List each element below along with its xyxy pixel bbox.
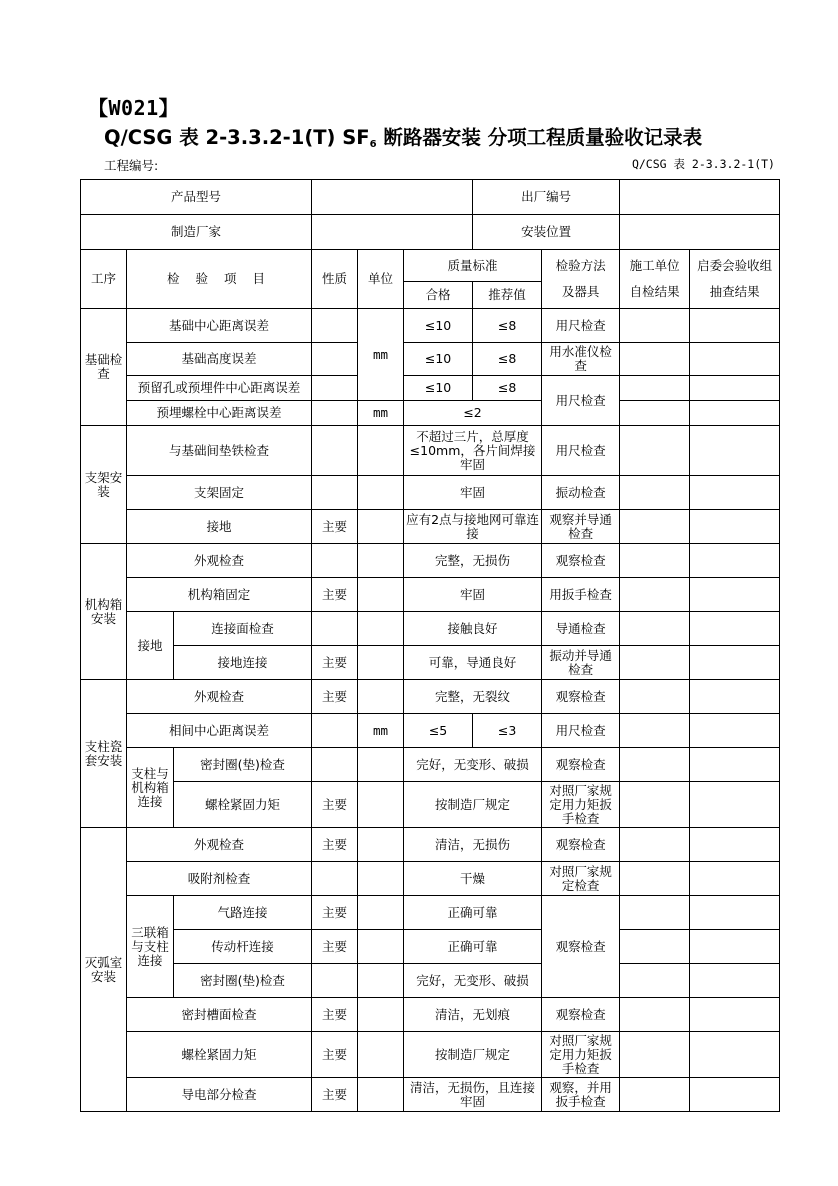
self-check-cell[interactable] (620, 401, 690, 426)
col-self-line2: 自检结果 (629, 284, 680, 299)
method-cell: 导通检查 (542, 612, 620, 646)
self-check-cell[interactable] (620, 646, 690, 680)
self-check-cell[interactable] (620, 309, 690, 343)
method-cell: 观察检查 (542, 544, 620, 578)
spot-check-cell[interactable] (690, 646, 780, 680)
standard-cell: 牢固 (404, 476, 542, 510)
item-cell: 相间中心距离误差 (127, 714, 312, 748)
item-cell: 预埋螺栓中心距离误差 (127, 401, 312, 426)
spot-check-cell[interactable] (690, 748, 780, 782)
table-row (81, 862, 780, 896)
standard-cell: 正确可靠 (404, 930, 542, 964)
subgroup-ground: 接地 (127, 612, 174, 680)
unit-cell: mm (358, 714, 404, 748)
spot-check-cell[interactable] (690, 612, 780, 646)
self-check-cell[interactable] (620, 680, 690, 714)
table-row (81, 544, 780, 578)
spot-check-cell[interactable] (690, 1032, 780, 1078)
item-cell: 与基础间垫铁检查 (127, 426, 312, 476)
qualified-cell: ≤5 (404, 714, 473, 748)
spot-check-cell[interactable] (690, 544, 780, 578)
unit-cell (358, 612, 404, 646)
unit-cell (358, 544, 404, 578)
table-row (81, 476, 780, 510)
table-row (81, 1032, 780, 1078)
self-check-cell[interactable] (620, 1078, 690, 1112)
spot-check-cell[interactable] (690, 309, 780, 343)
col-process: 工序 (81, 250, 127, 309)
col-self-check (620, 250, 690, 309)
nature-cell (312, 401, 358, 426)
standard-cell: 清洁，无划痕 (404, 998, 542, 1032)
project-no-label: 工程编号: (104, 158, 159, 173)
item-cell: 支架固定 (127, 476, 312, 510)
nature-cell: 主要 (312, 998, 358, 1032)
standard-number: Q/CSG 表 2-3.3.2-1(T) (631, 157, 775, 171)
standard-cell: ≤2 (404, 401, 542, 426)
nature-cell (312, 748, 358, 782)
method-cell: 用尺检查 (542, 714, 620, 748)
col-spot-line2: 抽查结果 (709, 284, 760, 299)
factory-no-value[interactable] (620, 180, 780, 215)
nature-cell (312, 426, 358, 476)
nature-cell: 主要 (312, 680, 358, 714)
spot-check-cell[interactable] (690, 401, 780, 426)
spot-check-cell[interactable] (690, 896, 780, 930)
item-cell: 密封槽面检查 (127, 998, 312, 1032)
standard-cell: 完好，无变形、破损 (404, 748, 542, 782)
unit-cell (358, 930, 404, 964)
nature-cell (312, 862, 358, 896)
title-suffix: 断路器安装 分项工程质量验收记录表 (376, 126, 703, 149)
subgroup-post-connection: 支柱与机构箱连接 (127, 748, 174, 828)
form-title (104, 122, 702, 150)
spot-check-cell[interactable] (690, 782, 780, 828)
table-row (81, 782, 780, 828)
self-check-cell[interactable] (620, 476, 690, 510)
item-cell: 螺栓紧固力矩 (127, 1032, 312, 1078)
method-cell: 用尺检查 (542, 309, 620, 343)
manufacturer-value[interactable] (312, 215, 473, 250)
unit-cell (358, 1078, 404, 1112)
spot-check-cell[interactable] (690, 510, 780, 544)
spot-check-cell[interactable] (690, 964, 780, 998)
table-row (81, 964, 780, 998)
method-cell: 振动并导通检查 (542, 646, 620, 680)
method-cell: 观察检查 (542, 680, 620, 714)
nature-cell: 主要 (312, 1078, 358, 1112)
unit-cell (358, 646, 404, 680)
nature-cell: 主要 (312, 510, 358, 544)
unit-cell: mm (358, 401, 404, 426)
self-check-cell[interactable] (620, 862, 690, 896)
standard-cell: 按制造厂规定 (404, 782, 542, 828)
method-cell: 对照厂家规定用力矩扳手检查 (542, 782, 620, 828)
table-row (81, 998, 780, 1032)
standard-cell: 干燥 (404, 862, 542, 896)
spot-check-cell[interactable] (690, 1078, 780, 1112)
nature-cell: 主要 (312, 578, 358, 612)
item-cell: 连接面检查 (174, 612, 312, 646)
self-check-cell[interactable] (620, 828, 690, 862)
self-check-cell[interactable] (620, 930, 690, 964)
nature-cell (312, 964, 358, 998)
method-cell: 观察检查 (542, 998, 620, 1032)
nature-cell (312, 343, 358, 376)
col-qualified: 合格 (404, 282, 473, 309)
nature-cell (312, 476, 358, 510)
self-check-cell[interactable] (620, 343, 690, 376)
unit-cell (358, 680, 404, 714)
nature-cell (312, 714, 358, 748)
unit-cell (358, 782, 404, 828)
standard-cell: 清洁，无损伤 (404, 828, 542, 862)
unit-cell (358, 510, 404, 544)
table-row (81, 343, 780, 376)
col-quality-standard: 质量标准 (404, 250, 542, 282)
spot-check-cell[interactable] (690, 426, 780, 476)
nature-cell: 主要 (312, 782, 358, 828)
method-cell: 观察并导通检查 (542, 510, 620, 544)
table-row (81, 748, 780, 782)
qualified-cell: ≤10 (404, 309, 473, 343)
self-check-cell[interactable] (620, 748, 690, 782)
method-cell: 观察检查 (542, 896, 620, 998)
recommended-cell: ≤8 (473, 376, 542, 401)
self-check-cell[interactable] (620, 714, 690, 748)
spot-check-cell[interactable] (690, 476, 780, 510)
spot-check-cell[interactable] (690, 828, 780, 862)
col-spot-check (690, 250, 780, 309)
col-method-line2: 及器具 (561, 284, 600, 299)
item-cell: 预留孔或预埋件中心距离误差 (127, 376, 312, 401)
section-bracket: 支架安装 (81, 426, 127, 544)
nature-cell: 主要 (312, 896, 358, 930)
self-check-cell[interactable] (620, 376, 690, 401)
table-row (81, 376, 780, 401)
method-cell: 用扳手检查 (542, 578, 620, 612)
self-check-cell[interactable] (620, 782, 690, 828)
unit-cell (358, 748, 404, 782)
unit-cell (358, 1032, 404, 1078)
spot-check-cell[interactable] (690, 862, 780, 896)
item-cell: 外观检查 (127, 544, 312, 578)
nature-cell: 主要 (312, 646, 358, 680)
method-cell: 观察检查 (542, 748, 620, 782)
label-factory-no: 出厂编号 (473, 180, 620, 215)
self-check-cell[interactable] (620, 1032, 690, 1078)
standard-cell: 按制造厂规定 (404, 1032, 542, 1078)
title-subscript: 6 (369, 139, 377, 150)
self-check-cell[interactable] (620, 544, 690, 578)
section-foundation: 基础检查 (81, 309, 127, 426)
method-cell: 观察，并用扳手检查 (542, 1078, 620, 1112)
method-cell: 对照厂家规定检查 (542, 862, 620, 896)
table-row (81, 1078, 780, 1112)
item-cell: 螺栓紧固力矩 (174, 782, 312, 828)
unit-cell (358, 998, 404, 1032)
inspection-table (80, 179, 780, 1112)
item-cell: 吸附剂检查 (127, 862, 312, 896)
col-method (542, 250, 620, 309)
title-prefix: Q/CSG 表 2-3.3.2-1(T) SF (104, 126, 370, 149)
unit-cell (358, 578, 404, 612)
item-cell: 外观检查 (127, 828, 312, 862)
section-arc-chamber: 灭弧室安装 (81, 828, 127, 1112)
col-nature: 性质 (312, 250, 358, 309)
standard-cell: 完整，无裂纹 (404, 680, 542, 714)
col-method-line1: 检验方法 (555, 258, 606, 273)
standard-cell: 完好，无变形、破损 (404, 964, 542, 998)
item-cell: 接地连接 (174, 646, 312, 680)
self-check-cell[interactable] (620, 998, 690, 1032)
item-cell: 气路连接 (174, 896, 312, 930)
label-install-position: 安装位置 (473, 215, 620, 250)
col-unit: 单位 (358, 250, 404, 309)
col-self-line1: 施工单位 (629, 258, 680, 273)
nature-cell (312, 612, 358, 646)
table-row (81, 828, 780, 862)
item-cell: 密封圈(垫)检查 (174, 748, 312, 782)
standard-cell: 清洁，无损伤，且连接牢固 (404, 1078, 542, 1112)
unit-cell (358, 964, 404, 998)
standard-cell: 应有2点与接地网可靠连接 (404, 510, 542, 544)
header-row-model (81, 180, 780, 215)
qualified-cell: ≤10 (404, 343, 473, 376)
self-check-cell[interactable] (620, 510, 690, 544)
item-cell: 基础高度误差 (127, 343, 312, 376)
table-row (81, 510, 780, 544)
method-cell: 对照厂家规定用力矩扳手检查 (542, 1032, 620, 1078)
self-check-cell[interactable] (620, 964, 690, 998)
nature-cell (312, 309, 358, 343)
column-header-row-1 (81, 250, 780, 282)
form-code: 【W021】 (88, 96, 180, 120)
item-cell: 传动杆连接 (174, 930, 312, 964)
item-cell: 外观检查 (127, 680, 312, 714)
nature-cell: 主要 (312, 828, 358, 862)
item-cell: 机构箱固定 (127, 578, 312, 612)
qualified-cell: ≤10 (404, 376, 473, 401)
table-row (81, 646, 780, 680)
recommended-cell: ≤3 (473, 714, 542, 748)
product-model-value[interactable] (312, 180, 473, 215)
nature-cell: 主要 (312, 930, 358, 964)
recommended-cell: ≤8 (473, 343, 542, 376)
table-row (81, 680, 780, 714)
table-row (81, 896, 780, 930)
table-row (81, 426, 780, 476)
standard-cell: 正确可靠 (404, 896, 542, 930)
method-cell: 用尺检查 (542, 376, 620, 426)
table-row (81, 401, 780, 426)
self-check-cell[interactable] (620, 578, 690, 612)
table-row (81, 612, 780, 646)
unit-cell (358, 828, 404, 862)
unit-cell (358, 896, 404, 930)
header-row-maker (81, 215, 780, 250)
unit-cell (358, 862, 404, 896)
item-cell: 基础中心距离误差 (127, 309, 312, 343)
standard-cell: 牢固 (404, 578, 542, 612)
spot-check-cell[interactable] (690, 578, 780, 612)
self-check-cell[interactable] (620, 896, 690, 930)
standard-cell: 可靠，导通良好 (404, 646, 542, 680)
spot-check-cell[interactable] (690, 930, 780, 964)
label-manufacturer: 制造厂家 (81, 215, 312, 250)
spot-check-cell[interactable] (690, 376, 780, 401)
standard-cell: 不超过三片，总厚度≤10mm，各片间焊接牢固 (404, 426, 542, 476)
table-row (81, 309, 780, 343)
nature-cell: 主要 (312, 1032, 358, 1078)
spot-check-cell[interactable] (690, 680, 780, 714)
col-spot-line1: 启委会验收组 (697, 258, 773, 273)
col-recommended: 推荐值 (473, 282, 542, 309)
section-post: 支柱瓷套安装 (81, 680, 127, 828)
subgroup-triple-connection: 三联箱与支柱连接 (127, 896, 174, 998)
spot-check-cell[interactable] (690, 343, 780, 376)
table-row (81, 578, 780, 612)
spot-check-cell[interactable] (690, 714, 780, 748)
nature-cell (312, 544, 358, 578)
item-cell: 密封圈(垫)检查 (174, 964, 312, 998)
unit-cell: mm (358, 309, 404, 401)
method-cell: 用水准仪检查 (542, 343, 620, 376)
self-check-cell[interactable] (620, 426, 690, 476)
table-row (81, 714, 780, 748)
unit-cell (358, 426, 404, 476)
section-mech-box: 机构箱安装 (81, 544, 127, 680)
self-check-cell[interactable] (620, 612, 690, 646)
col-inspection-item: 检 验 项 目 (127, 250, 312, 309)
install-position-value[interactable] (620, 215, 780, 250)
table-row (81, 930, 780, 964)
nature-cell (312, 376, 358, 401)
method-cell: 用尺检查 (542, 426, 620, 476)
method-cell: 观察检查 (542, 828, 620, 862)
spot-check-cell[interactable] (690, 998, 780, 1032)
standard-cell: 接触良好 (404, 612, 542, 646)
item-cell: 导电部分检查 (127, 1078, 312, 1112)
unit-cell (358, 476, 404, 510)
method-cell: 振动检查 (542, 476, 620, 510)
item-cell: 接地 (127, 510, 312, 544)
label-product-model: 产品型号 (81, 180, 312, 215)
standard-cell: 完整，无损伤 (404, 544, 542, 578)
recommended-cell: ≤8 (473, 309, 542, 343)
